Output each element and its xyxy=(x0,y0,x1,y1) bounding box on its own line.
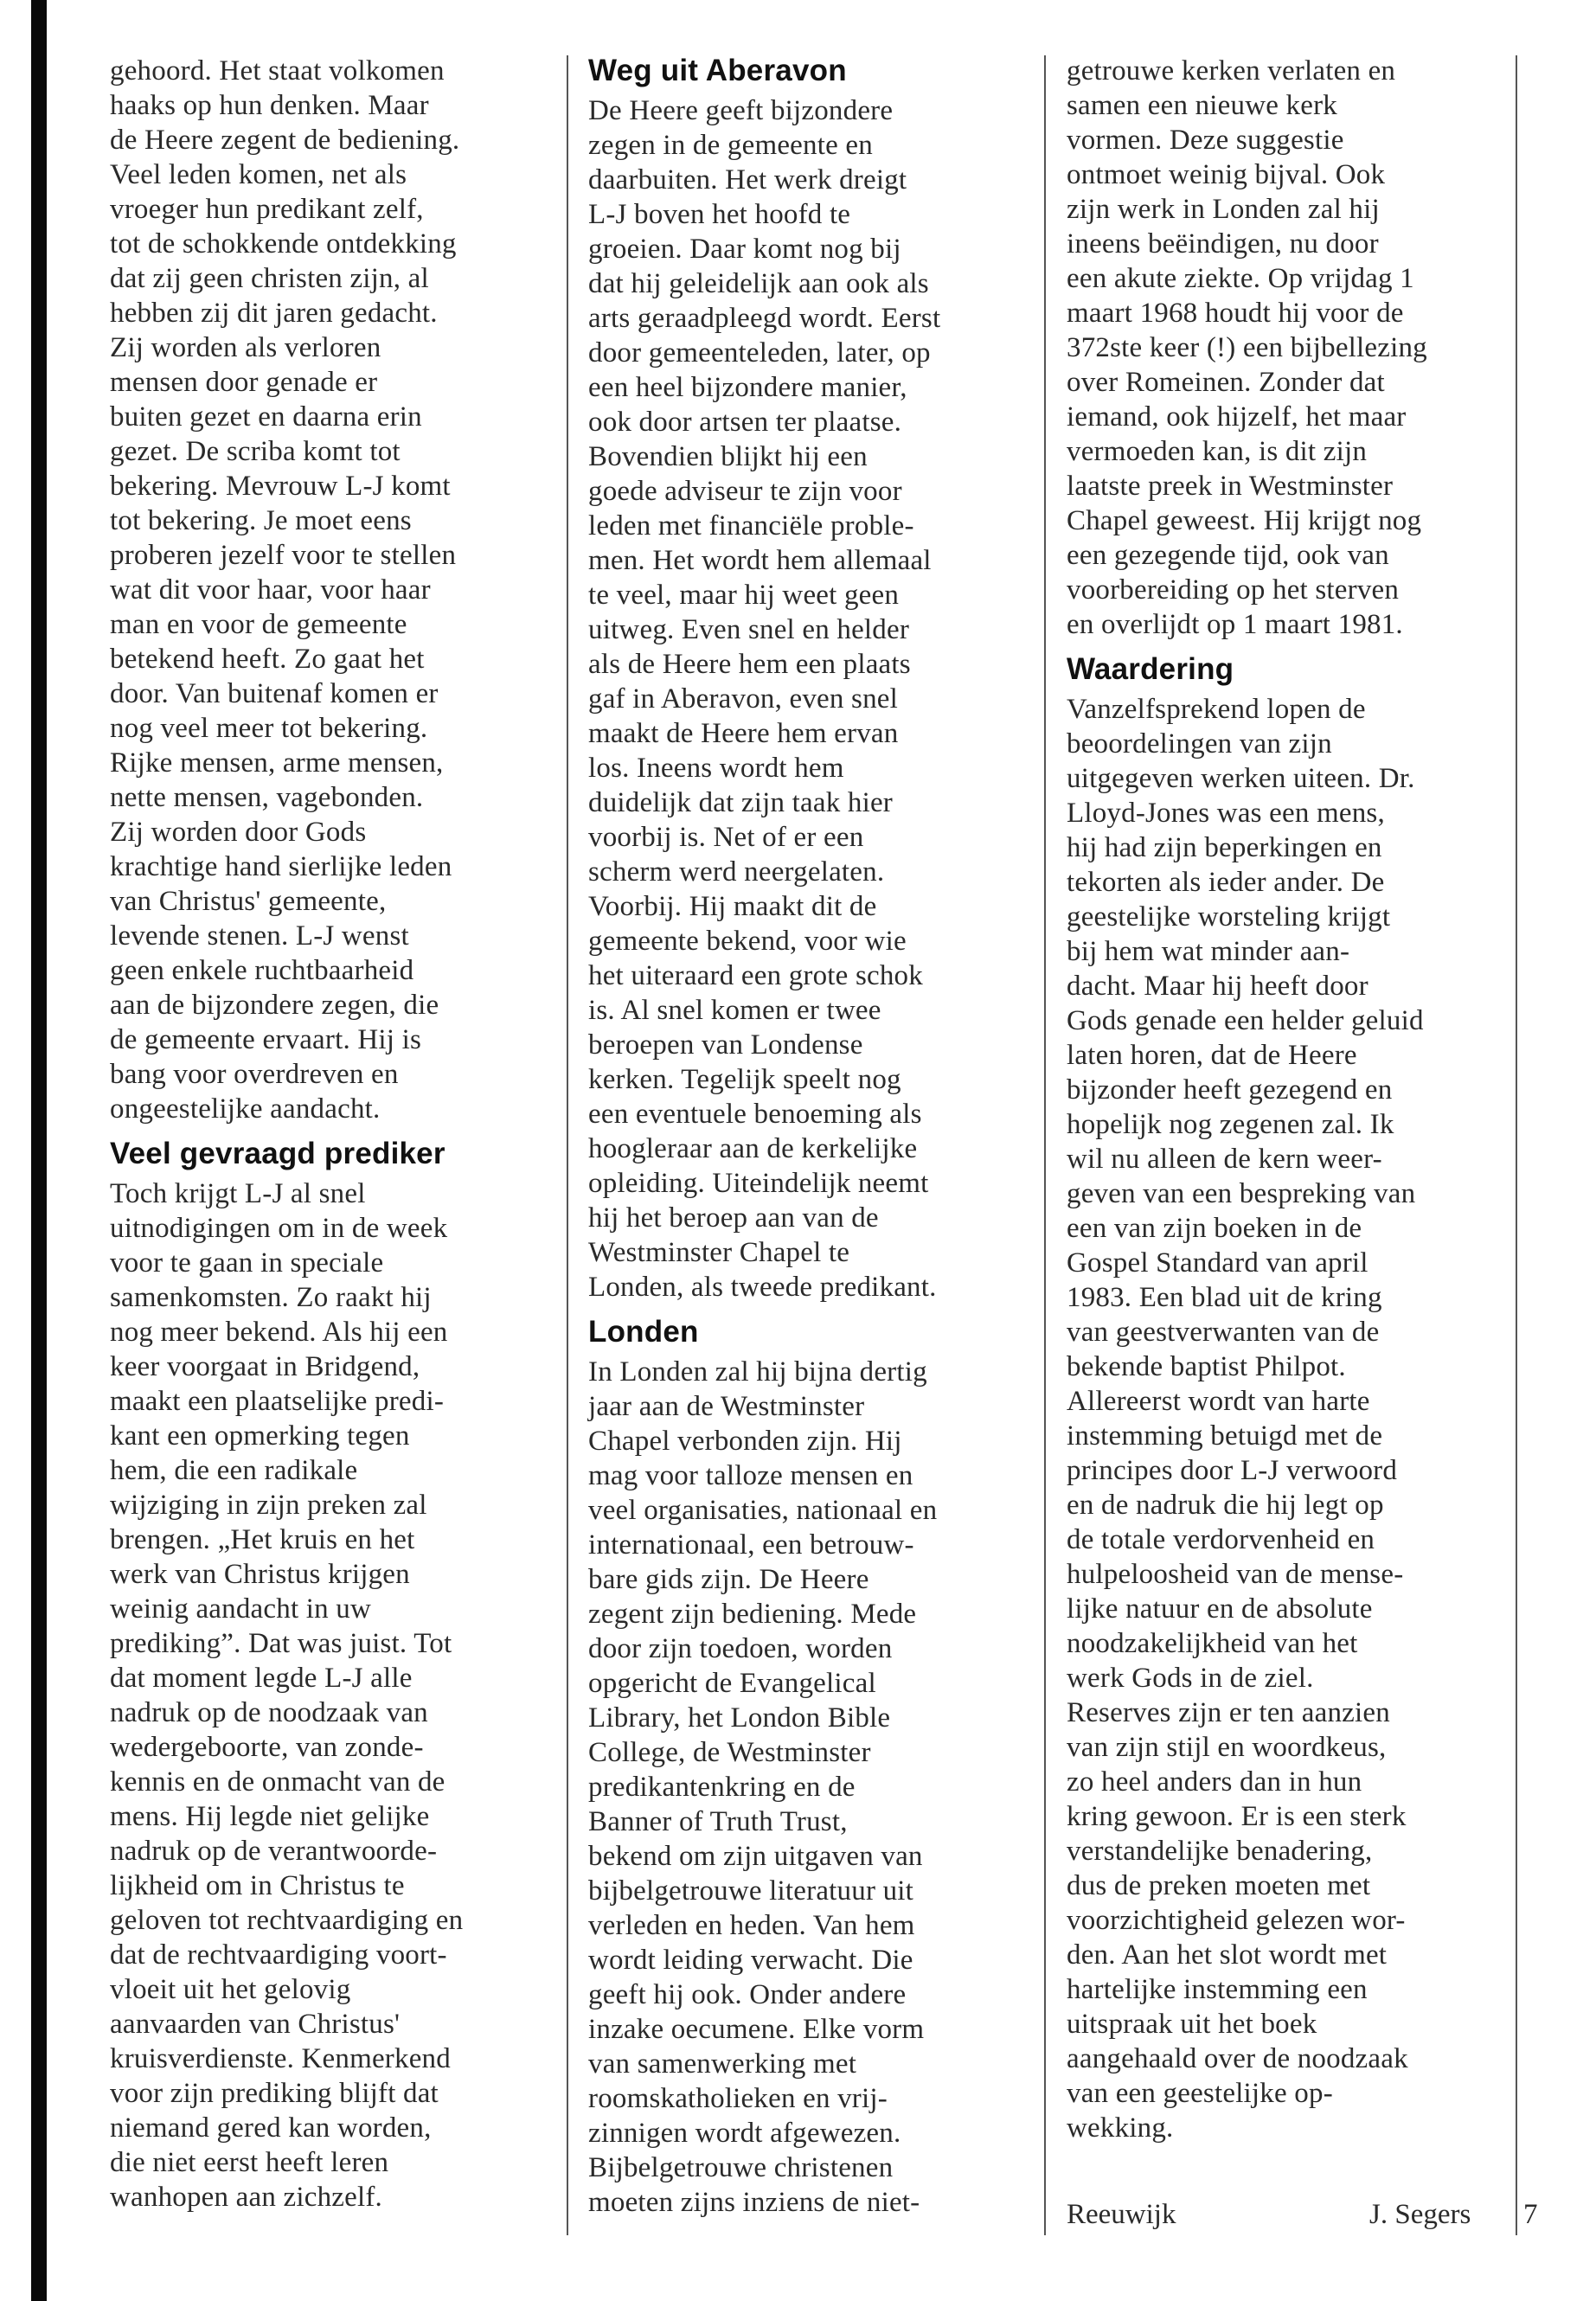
text-line: Chapel geweest. Hij krijgt nog xyxy=(1067,505,1422,536)
text-line: scherm werd neergelaten. xyxy=(588,856,885,888)
text-line: niemand gered kan worden, xyxy=(110,2112,432,2144)
text-line: keer voorgaat in Bridgend, xyxy=(110,1351,420,1382)
text-line: Reserves zijn er ten aanzien xyxy=(1067,1697,1390,1728)
text-line: den. Aan het slot wordt met xyxy=(1067,1939,1388,1971)
text-column-1 xyxy=(110,54,542,2214)
text-line: een gezegende tijd, ook van xyxy=(1067,540,1389,571)
text-line: aanvaarden van Christus' xyxy=(110,2009,401,2040)
text-line: zo heel anders dan in hun xyxy=(1067,1766,1362,1798)
text-line: die niet eerst heeft leren xyxy=(110,2147,389,2178)
text-line: samenkomsten. Zo raakt hij xyxy=(110,1282,432,1313)
text-line: het uiteraard een grote schok xyxy=(588,960,923,991)
text-line: L-J boven het hoofd te xyxy=(588,199,851,230)
text-line: hartelijke instemming een xyxy=(1067,1974,1368,2005)
text-line: veel organisaties, nationaal en xyxy=(588,1495,938,1526)
text-line: ongeestelijke aandacht. xyxy=(110,1093,381,1125)
text-line: ineens beëindigen, nu door xyxy=(1067,228,1379,260)
text-line: tot bekering. Je moet eens xyxy=(110,505,412,536)
text-line: nog veel meer tot bekering. xyxy=(110,713,428,744)
text-line: uitgegeven werken uiteen. Dr. xyxy=(1067,763,1415,794)
text-line: voor te gaan in speciale xyxy=(110,1247,384,1279)
text-line: van geestverwanten van de xyxy=(1067,1317,1380,1348)
text-line: noodzakelijkheid van het xyxy=(1067,1628,1358,1659)
text-line: hem, die een radikale xyxy=(110,1455,358,1486)
text-line: 1983. Een blad uit de kring xyxy=(1067,1282,1382,1313)
text-column-3 xyxy=(1067,54,1508,2145)
text-line: Gospel Standard van april xyxy=(1067,1247,1368,1279)
text-line: moeten zijns inziens de niet- xyxy=(588,2187,920,2218)
text-line: duidelijk dat zijn taak hier xyxy=(588,787,893,818)
text-line: is. Al snel komen er twee xyxy=(588,995,881,1026)
text-line: opgericht de Evangelical xyxy=(588,1668,876,1699)
text-line: zegen in de gemeente en xyxy=(588,130,873,161)
text-line: bijbelgetrouwe literatuur uit xyxy=(588,1875,914,1907)
text-line: dat zij geen christen zijn, al xyxy=(110,263,429,294)
text-line: wijziging in zijn preken zal xyxy=(110,1490,427,1521)
text-line: geloven tot rechtvaardiging en xyxy=(110,1905,464,1936)
text-line: jaar aan de Westminster xyxy=(588,1391,865,1422)
text-line: geven van een bespreking van xyxy=(1067,1178,1416,1209)
text-line: Vanzelfsprekend lopen de xyxy=(1067,694,1366,725)
text-line: voorbereiding op het sterven xyxy=(1067,574,1400,606)
section-heading: Waardering xyxy=(1067,652,1234,686)
text-line: van samenwerking met xyxy=(588,2048,857,2080)
text-line: de Heere zegent de bediening. xyxy=(110,125,460,156)
text-line: dus de preken moeten met xyxy=(1067,1870,1371,1901)
text-line: betekend heeft. Zo gaat het xyxy=(110,644,425,675)
text-line: tot de schokkende ontdekking xyxy=(110,228,457,260)
text-line: prediking”. Dat was juist. Tot xyxy=(110,1628,452,1659)
text-line: wedergeboorte, van zonde- xyxy=(110,1732,424,1763)
text-line: maakt de Heere hem ervan xyxy=(588,718,899,749)
text-line: Zij worden als verloren xyxy=(110,332,381,363)
text-line: dat hij geleidelijk aan ook als xyxy=(588,268,929,299)
text-line: dat de rechtvaardiging voort- xyxy=(110,1939,447,1971)
text-line: leden met financiële proble- xyxy=(588,510,914,542)
text-line: maakt een plaatselijke predi- xyxy=(110,1386,445,1417)
text-line: vroeger hun predikant zelf, xyxy=(110,194,424,225)
text-line: bekend om zijn uitgaven van xyxy=(588,1841,923,1872)
text-line: zinnigen wordt afgewezen. xyxy=(588,2118,901,2149)
text-line: proberen jezelf voor te stellen xyxy=(110,540,457,571)
text-line: levende stenen. L-J wenst xyxy=(110,920,409,952)
text-line: dat moment legde L-J alle xyxy=(110,1663,413,1694)
text-line: en de nadruk die hij legt op xyxy=(1067,1490,1384,1521)
text-line: arts geraadpleegd wordt. Eerst xyxy=(588,303,941,334)
text-line: man en voor de gemeente xyxy=(110,609,407,640)
text-line: geestelijke worsteling krijgt xyxy=(1067,901,1391,933)
text-line: weinig aandacht in uw xyxy=(110,1593,372,1625)
text-line: men. Het wordt hem allemaal xyxy=(588,545,932,576)
text-line: wanhopen aan zichzelf. xyxy=(110,2182,382,2213)
text-line: maart 1968 houdt hij voor de xyxy=(1067,298,1404,329)
text-line: hij het beroep aan van de xyxy=(588,1202,879,1234)
text-line: bekering. Mevrouw L-J komt xyxy=(110,471,451,502)
text-line: zegent zijn bediening. Mede xyxy=(588,1599,917,1630)
text-line: wat dit voor haar, voor haar xyxy=(110,574,431,606)
text-line: De Heere geeft bijzondere xyxy=(588,95,894,126)
text-line: daarbuiten. Het werk dreigt xyxy=(588,164,907,195)
text-line: de gemeente ervaart. Hij is xyxy=(110,1024,421,1055)
text-line: door. Van buitenaf komen er xyxy=(110,678,439,709)
text-line: wil nu alleen de kern weer- xyxy=(1067,1144,1382,1175)
text-line: groeien. Daar komt nog bij xyxy=(588,234,901,265)
text-line: roomskatholieken en vrij- xyxy=(588,2083,888,2114)
text-line: kennis en de onmacht van de xyxy=(110,1766,445,1798)
text-line: Rijke mensen, arme mensen, xyxy=(110,747,444,779)
text-line: nette mensen, vagebonden. xyxy=(110,782,424,813)
text-line: bang voor overdreven en xyxy=(110,1059,399,1090)
column-divider xyxy=(567,55,568,2235)
text-line: uitnodigingen om in de week xyxy=(110,1213,448,1244)
text-line: instemming betuigd met de xyxy=(1067,1420,1383,1452)
text-line: vormen. Deze suggestie xyxy=(1067,125,1344,156)
section-heading: Londen xyxy=(588,1315,699,1349)
text-line: beoordelingen van zijn xyxy=(1067,728,1332,760)
text-line: haaks op hun denken. Maar xyxy=(110,90,429,121)
text-line: uitspraak uit het boek xyxy=(1067,2009,1317,2040)
text-line: zijn werk in Londen zal hij xyxy=(1067,194,1380,225)
text-line: gaf in Aberavon, even snel xyxy=(588,683,899,715)
text-line: werk Gods in de ziel. xyxy=(1067,1663,1314,1694)
text-line: aangehaald over de noodzaak xyxy=(1067,2043,1408,2074)
text-line: nadruk op de verantwoorde- xyxy=(110,1836,438,1867)
text-line: gehoord. Het staat volkomen xyxy=(110,55,445,87)
text-line: dacht. Maar hij heeft door xyxy=(1067,971,1368,1002)
text-line: laten horen, dat de Heere xyxy=(1067,1040,1357,1071)
text-line: buiten gezet en daarna erin xyxy=(110,401,422,433)
text-line: geeft hij ook. Onder andere xyxy=(588,1979,907,2010)
footer-author: J. Segers xyxy=(1369,2199,1471,2230)
text-line: Chapel verbonden zijn. Hij xyxy=(588,1426,902,1457)
text-line: In Londen zal hij bijna dertig xyxy=(588,1356,927,1388)
text-line: geen enkele ruchtbaarheid xyxy=(110,955,414,986)
text-line: opleiding. Uiteindelijk neemt xyxy=(588,1168,929,1199)
text-line: College, de Westminster xyxy=(588,1737,871,1768)
text-line: Bovendien blijkt hij een xyxy=(588,441,868,472)
text-column-2 xyxy=(588,54,1021,2220)
text-line: krachtige hand sierlijke leden xyxy=(110,851,452,882)
text-line: de totale verdorvenheid en xyxy=(1067,1524,1375,1555)
text-line: brengen. „Het kruis en het xyxy=(110,1524,415,1555)
text-line: Library, het London Bible xyxy=(588,1702,891,1734)
text-line: bare gids zijn. De Heere xyxy=(588,1564,869,1595)
text-line: kant een opmerking tegen xyxy=(110,1420,410,1452)
text-line: kring gewoon. Er is een sterk xyxy=(1067,1801,1407,1832)
text-line: Bijbelgetrouwe christenen xyxy=(588,2152,894,2183)
text-line: kerken. Tegelijk speelt nog xyxy=(588,1064,901,1095)
text-line: 372ste keer (!) een bijbellezing xyxy=(1067,332,1427,363)
text-line: Zij worden door Gods xyxy=(110,817,367,848)
text-line: mag voor talloze mensen en xyxy=(588,1460,913,1491)
text-line: een akute ziekte. Op vrijdag 1 xyxy=(1067,263,1414,294)
page-number: 7 xyxy=(1523,2199,1538,2230)
text-line: gemeente bekend, voor wie xyxy=(588,926,907,957)
text-line: van zijn stijl en woordkeus, xyxy=(1067,1732,1387,1763)
text-line: lijke natuur en de absolute xyxy=(1067,1593,1373,1625)
text-line: Veel leden komen, net als xyxy=(110,159,407,190)
text-line: nadruk op de noodzaak van xyxy=(110,1697,428,1728)
text-line: een heel bijzondere manier, xyxy=(588,372,907,403)
text-line: hulpeloosheid van de mense- xyxy=(1067,1559,1404,1590)
text-line: nog meer bekend. Als hij een xyxy=(110,1317,448,1348)
text-line: inzake oecumene. Elke vorm xyxy=(588,2014,925,2045)
text-line: hopelijk nog zegenen zal. Ik xyxy=(1067,1109,1394,1140)
text-line: getrouwe kerken verlaten en xyxy=(1067,55,1396,87)
text-line: werk van Christus krijgen xyxy=(110,1559,410,1590)
text-line: wekking. xyxy=(1067,2112,1174,2144)
text-line: Westminster Chapel te xyxy=(588,1237,850,1268)
text-line: Voorbij. Hij maakt dit de xyxy=(588,891,877,922)
scan-edge-bar xyxy=(31,0,47,2301)
section-heading: Veel gevraagd prediker xyxy=(110,1137,445,1170)
text-line: voorbij is. Net of er een xyxy=(588,822,864,853)
text-line: hoogleraar aan de kerkelijke xyxy=(588,1133,918,1164)
text-line: Toch krijgt L-J al snel xyxy=(110,1178,366,1209)
text-line: vermoeden kan, is dit zijn xyxy=(1067,436,1368,467)
text-line: te veel, maar hij weet geen xyxy=(588,580,900,611)
text-line: bekende baptist Philpot. xyxy=(1067,1351,1346,1382)
text-line: voorzichtigheid gelezen wor- xyxy=(1067,1905,1406,1936)
text-line: over Romeinen. Zonder dat xyxy=(1067,367,1385,398)
text-line: gezet. De scriba komt tot xyxy=(110,436,401,467)
text-line: bijzonder heeft gezegend en xyxy=(1067,1074,1393,1106)
text-line: samen een nieuwe kerk xyxy=(1067,90,1337,121)
text-line: verstandelijke benadering, xyxy=(1067,1836,1373,1867)
text-line: ook door artsen ter plaatse. xyxy=(588,407,902,438)
text-line: predikantenkring en de xyxy=(588,1772,856,1803)
text-line: aan de bijzondere zegen, die xyxy=(110,990,439,1021)
text-line: verleden en heden. Van hem xyxy=(588,1910,915,1941)
column-divider xyxy=(1516,55,1517,2235)
text-line: Lloyd-Jones was een mens, xyxy=(1067,798,1385,829)
column-divider xyxy=(1044,55,1046,2235)
text-line: door zijn toedoen, worden xyxy=(588,1633,893,1664)
section-heading: Weg uit Aberavon xyxy=(588,54,847,87)
text-line: een van zijn boeken in de xyxy=(1067,1213,1362,1244)
text-line: en overlijdt op 1 maart 1981. xyxy=(1067,609,1403,640)
text-line: mensen door genade er xyxy=(110,367,378,398)
text-line: door gemeenteleden, later, op xyxy=(588,337,931,369)
text-line: los. Ineens wordt hem xyxy=(588,753,844,784)
text-line: Gods genade een helder geluid xyxy=(1067,1005,1424,1036)
text-line: bij hem wat minder aan- xyxy=(1067,936,1350,967)
text-line: ontmoet weinig bijval. Ook xyxy=(1067,159,1386,190)
text-line: voor zijn prediking blijft dat xyxy=(110,2078,439,2109)
text-line: van een geestelijke op- xyxy=(1067,2078,1333,2109)
text-line: Allereerst wordt van harte xyxy=(1067,1386,1370,1417)
text-line: hebben zij dit jaren gedacht. xyxy=(110,298,438,329)
text-line: een eventuele benoeming als xyxy=(588,1099,922,1130)
text-line: tekorten als ieder ander. De xyxy=(1067,867,1385,898)
text-line: wordt leiding verwacht. Die xyxy=(588,1945,913,1976)
text-line: laatste preek in Westminster xyxy=(1067,471,1394,502)
text-line: uitweg. Even snel en helder xyxy=(588,614,910,645)
text-line: hij had zijn beperkingen en xyxy=(1067,832,1382,863)
footer-place: Reeuwijk xyxy=(1067,2199,1176,2230)
text-line: vloeit uit het gelovig xyxy=(110,1974,351,2005)
text-line: goede adviseur te zijn voor xyxy=(588,476,902,507)
text-line: internationaal, een betrouw- xyxy=(588,1529,914,1561)
text-line: kruisverdienste. Kenmerkend xyxy=(110,2043,451,2074)
text-line: mens. Hij legde niet gelijke xyxy=(110,1801,430,1832)
text-line: beroepen van Londense xyxy=(588,1029,863,1061)
text-line: van Christus' gemeente, xyxy=(110,886,387,917)
text-line: Banner of Truth Trust, xyxy=(588,1806,848,1837)
text-line: iemand, ook hijzelf, het maar xyxy=(1067,401,1407,433)
text-line: als de Heere hem een plaats xyxy=(588,649,911,680)
text-line: lijkheid om in Christus te xyxy=(110,1870,405,1901)
text-line: Londen, als tweede predikant. xyxy=(588,1272,937,1303)
text-line: principes door L-J verwoord xyxy=(1067,1455,1398,1486)
